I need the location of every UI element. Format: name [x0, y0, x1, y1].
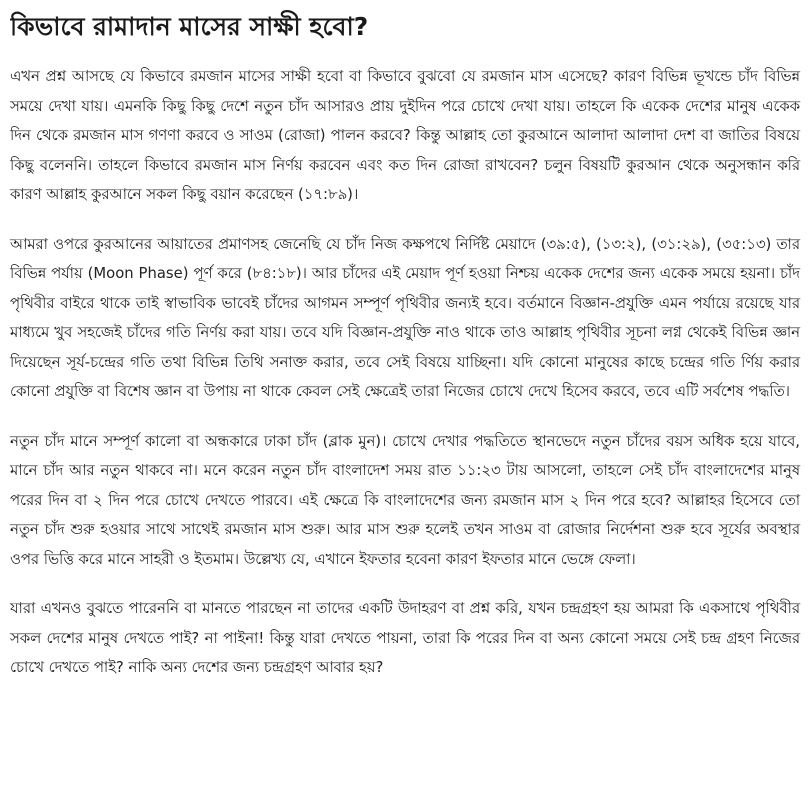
- article-paragraph: আমরা ওপরে কুরআনের আয়াতের প্রমাণসহ জেনেছি যে চাঁদ নিজ কক্ষপথে নির্দিষ্ট মেয়াদে (৩৯:৫), (১৩:২), (৩১:২৯), (৩৫:১৩) তার বিভিন্ন পর্যায় (Moon Phase) পূর্ণ করে (৮৪:১৮)। আর চাঁদের এই মেয়াদ পূর্ণ হওয়া নিশ্চয় একেক দেশের জন্য একেক সময়ে হয়না। চাঁদ পৃথিবীর বাইরে থাকে তাই স্বাভাবিক ভাবেই চাঁদের আগমন সম্পূর্ণ পৃথিবীর জন্যই হবে। বর্তমানে বিজ্ঞান-প্রযুক্তি এমন পর্যায়ে রয়েছে যার মাধ্যমে খুব সহজেই চাঁদের গতি নির্ণয় করা যায়। তবে যদি বিজ্ঞান-প্রযুক্তি নাও থাকে তাও আল্লাহ পৃথিবীর সূচনা লগ্ন থেকেই বিভিন্ন জ্ঞান দিয়েছেন সূর্য-চন্দ্রের গতি তথা বিভিন্ন তিথি সনাক্ত করার, তবে সেই বিষয়ে যাচ্ছিনা। যদি কোনো মানুষের কাছে চন্দ্রের গতি র্ণিয় করার কোনো প্রযুক্তি বা বিশেষ জ্ঞান বা উপায় না থাকে কেবল সেই ক্ষেত্রেই তারা নিজের চোখে দেখে হিসেব করবে, তবে এটি সর্বশেষ পদ্ধতি।: [10, 235, 800, 400]
- article-paragraph: নতুন চাঁদ মানে সম্পূর্ণ কালো বা অন্ধকারে ঢাকা চাঁদ (ব্লাক মুন)। চোখে দেখার পদ্ধতিতে স্থানভেদে নতুন চাঁদের বয়স অধিক হয়ে যাবে, মানে চাঁদ আর নতুন থাকবে না। মনে করেন নতুন চাঁদ বাংলাদেশ সময় রাত ১১:২৩ টায় আসলো, তাহলে সেই চাঁদ বাংলাদেশের মানুষ পরের দিন বা ২ দিন পরে চোখে দেখতে পারবে। এই ক্ষেত্রে কি বাংলাদেশের জন্য রমজান মাস ২ দিন পরে হবে? আল্লাহর হিসেবে তো নতুন চাঁদ শুরু হওয়ার সাথে সাথেই রমজান মাস শুরু। আর মাস শুরু হলেই তখন সাওম বা রোজার নির্দেশনা শুরু হবে সূর্যের অবস্থার ওপর ভিত্তি করে মানে সাহরী ও ইতমাম। উল্লেখ্য যে, এখানে ইফতার হবেনা কারণ ইফতার মানে ভেঙ্গে ফেলা।: [10, 432, 800, 568]
- article-paragraph: এখন প্রশ্ন আসছে যে কিভাবে রমজান মাসের সাক্ষী হবো বা কিভাবে বুঝবো যে রমজান মাস এসেছে? কারণ বিভিন্ন ভূখন্ডে চাঁদ বিভিন্ন সময়ে দেখা যায়। এমনকি কিছু কিছু দেশে নতুন চাঁদ আসারও প্রায় দুইদিন পরে চোখে দেখা যায়। তাহলে কি একেক দেশের মানুষ একেক দিন থেকে রমজান মাস গণণা করবে ও সাওম (রোজা) পালন করবে? কিন্তু আল্লাহ তো কুরআনে আলাদা আলাদা দেশ বা জাতির বিষয়ে কিছু বলেননি। তাহলে কিভাবে রমজান মাস নির্ণয় করবেন এবং কত দিন রোজা রাখবেন? চলুন বিষয়টি কুরআন থেকে অনুসন্ধান করি কারণ আল্লাহ কুরআনে সকল কিছু বয়ান করেছেন (১৭:৮৯)।: [10, 68, 800, 203]
- article-paragraph: যারা এখনও বুঝতে পারেননি বা মানতে পারছেন না তাদের একটি উদাহরণ বা প্রশ্ন করি, যখন চন্দ্রগ্রহণ হয় আমরা কি একসাথে পৃথিবীর সকল দেশের মানুষ দেখতে পাই? না পাইনা! কিন্তু যারা দেখতে পায়না, তারা কি পরের দিন বা অন্য কোনো সময়ে সেই চন্দ্র গ্রহণ নিজের চোখে দেখতে পাই? নাকি অন্য দেশের জন্য চন্দ্রগ্রহণ আবার হয়?: [10, 600, 800, 676]
- article-title: কিভাবে রামাদান মাসের সাক্ষী হবো?: [10, 12, 369, 41]
